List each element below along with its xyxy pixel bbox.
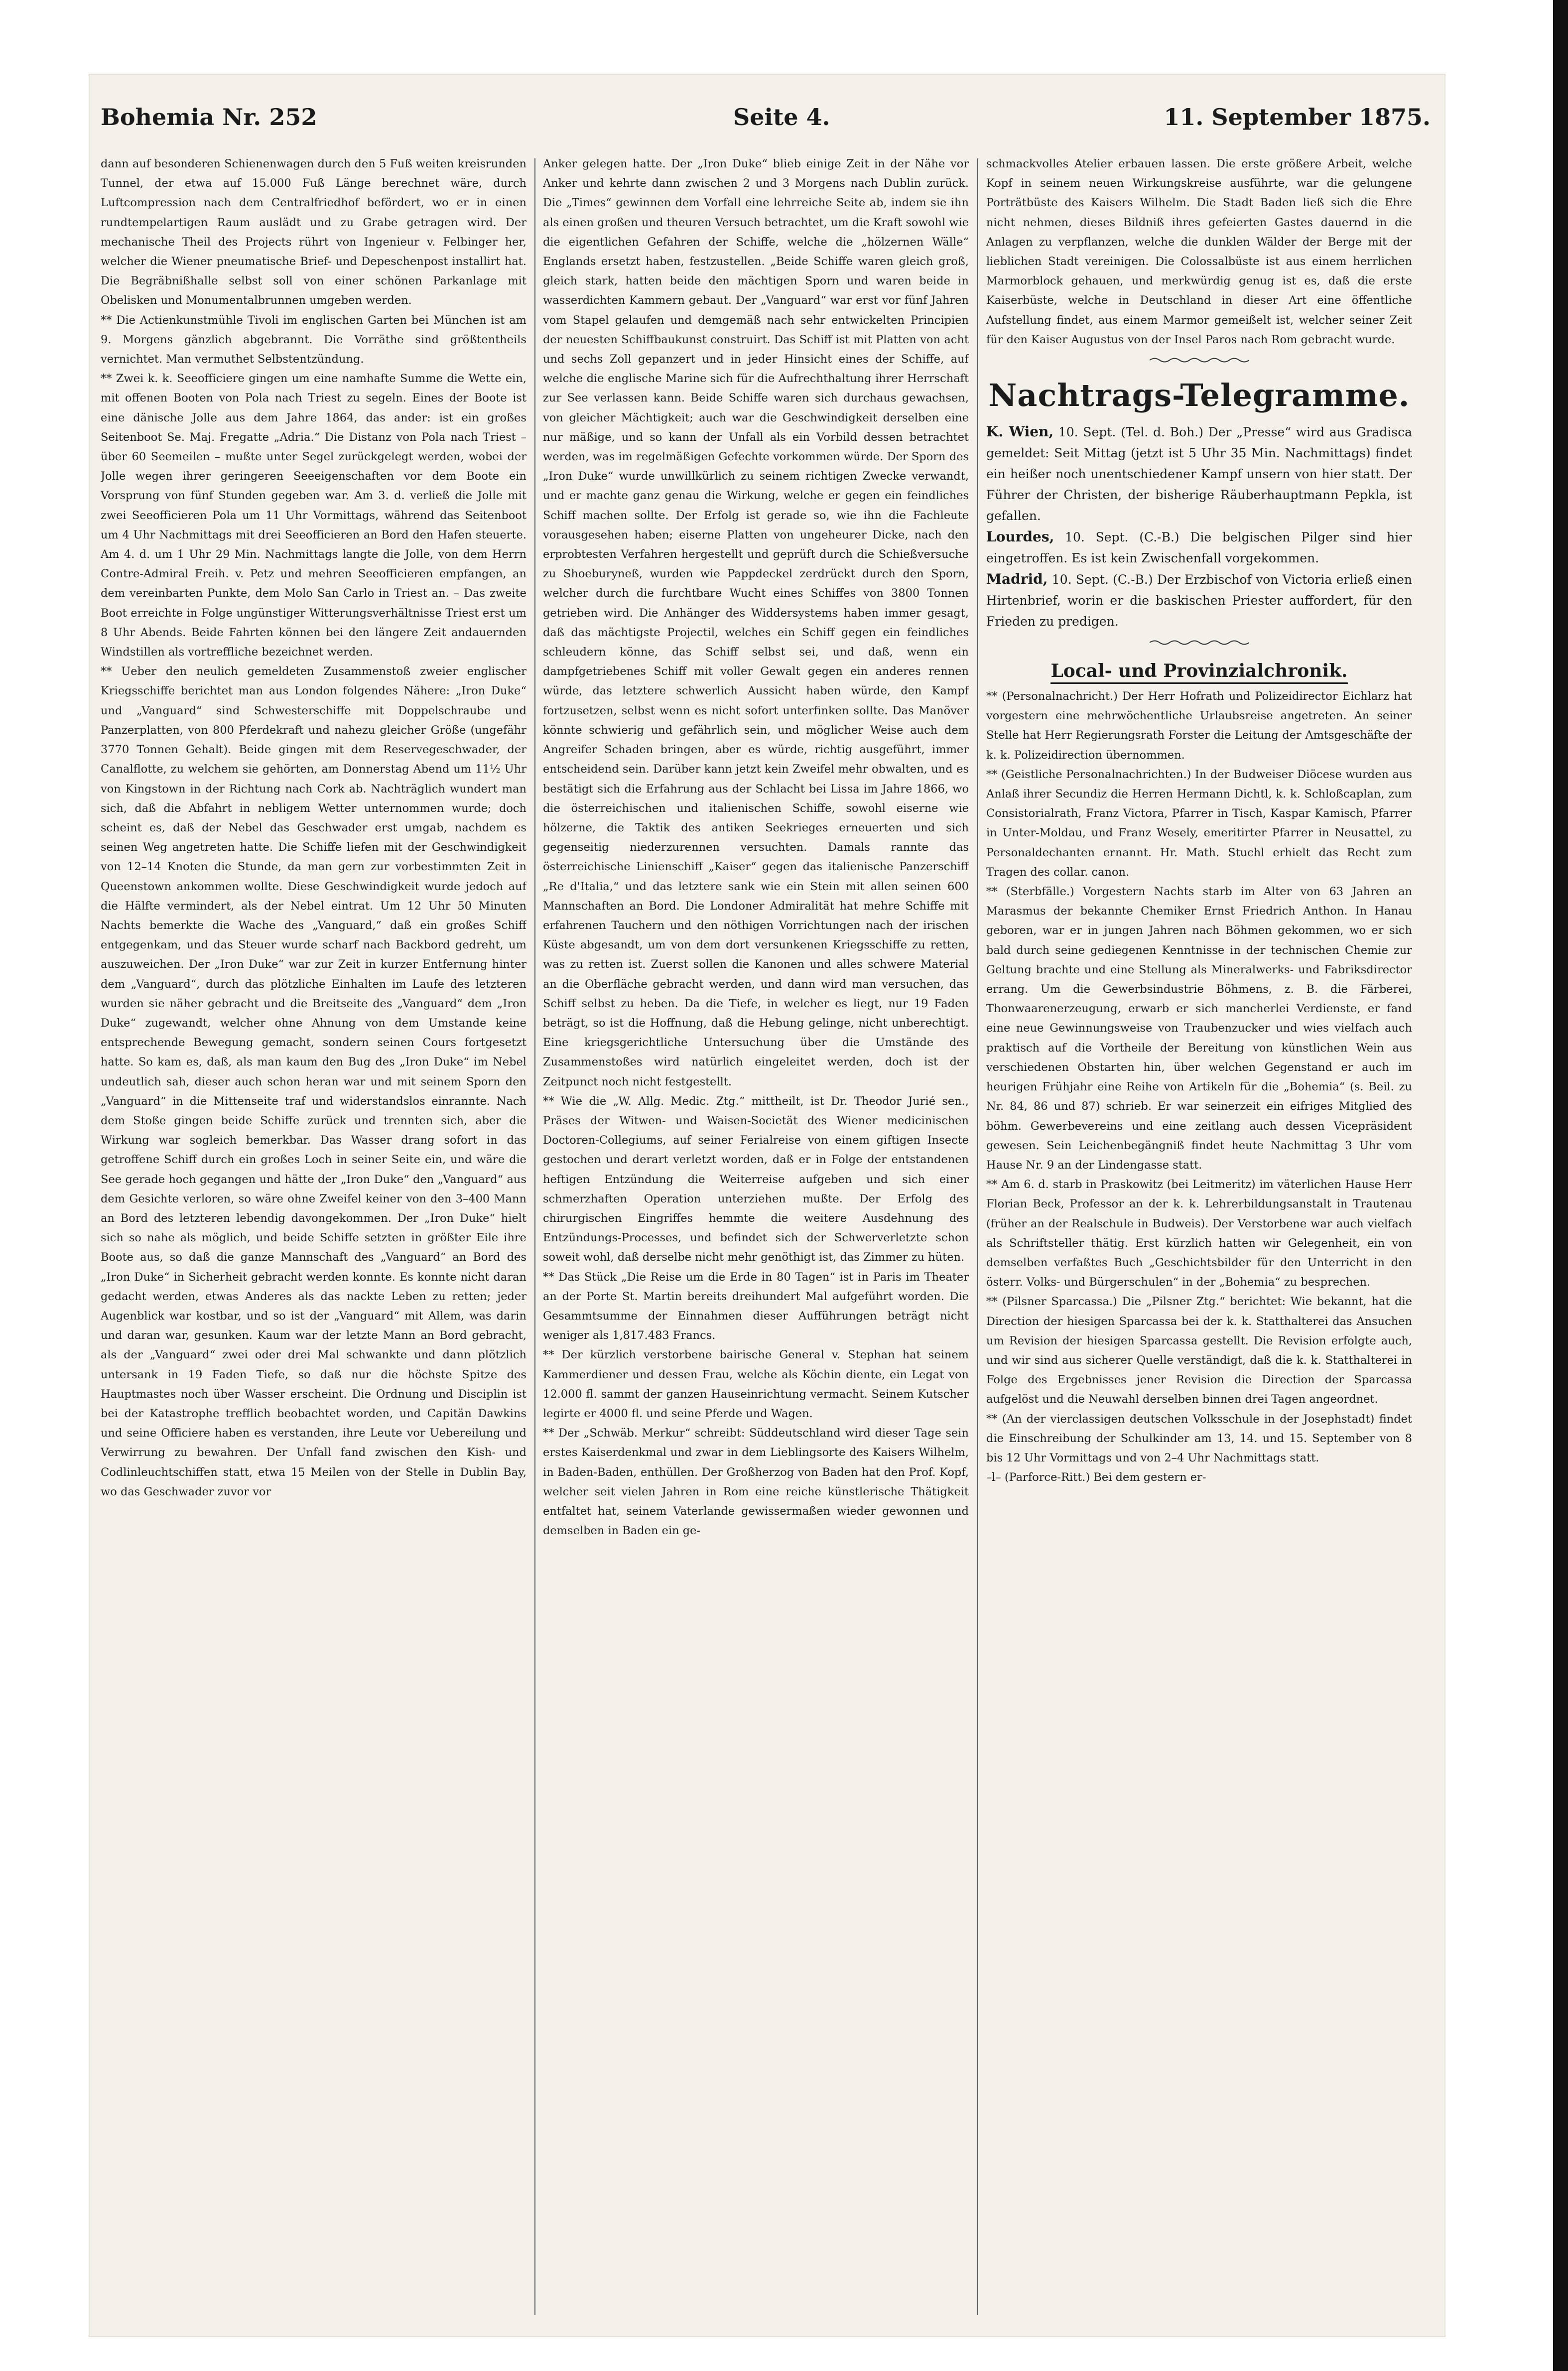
telegram-place: Madrid, [986,571,1048,588]
local-chronicle-title: Local- und Provinzialchronik. [1050,660,1347,684]
column-1 [101,154,526,2316]
column-rule [977,158,978,2315]
telegram-item [986,569,1412,632]
article-paragraph: ** (An der vierclassigen deutschen Volksschule in der Josephstadt) findet die Einschreibung der Schulkinder am 13, 14. und 15. September von 8 bis 12 Uhr Vormittags und von 2–4 Uhr Nachmittags statt. [986,1412,1412,1464]
article-paragraph: ** Am 6. d. starb in Praskowitz (bei Leitmeritz) im väterlichen Hause Herr Florian Beck, Professor an der k. k. Lehrerbildungsanstalt in Trautenau (früher an der Realschule in Budweis). Der Verstorbene war auch vielfach als Schriftsteller thätig. Erst kürzlich hatten wir Gelegenheit, ein von demselben verfaßtes Buch „Geschichtsbilder für den Unterricht in den österr. Volks- und Bürgerschulen“ in der „Bohemia“ zu besprechen. [986,1178,1412,1289]
article-paragraph: ** Ueber den neulich gemeldeten Zusammenstoß zweier englischer Kriegsschiffe berichtet man aus London folgendes Nähere: „Iron Duke“ und „Vanguard“ sind Schwesterschiffe mit Doppelschraube und Panzerplatten, von 800 Pferdekraft und nahezu gleicher Größe (ungefähr 3770 Tonnen Gehalt). Beide gingen mit dem Reservegeschwader, der Canalflotte, zu welchem sie gehörten, am Donnerstag Abend um 11½ Uhr von Kingstown in der Richtung nach Cork ab. Nachträglich wundert man sich, daß die Abfahrt in nebligem Wetter unternommen wurde; doch scheint es, daß der Nebel das Geschwader erst umgab, nachdem es seinen Weg angetreten hatte. Die Schiffe liefen mit der Geschwindigkeit von 12–14 Knoten die Stunde, da man gern zur vorbestimmten Zeit in Queenstown ankommen wollte. Diese Geschwindigkeit wurde jedoch auf die Hälfte vermindert, als der Nebel eintrat. Um 12 Uhr 50 Minuten Nachts bemerkte die Wache des „Vanguard,“ daß ein großes Schiff entgegenkam, und das Steuer wurde scharf nach Backbord gedreht, um auszuweichen. Der „Iron Duke“ war zur Zeit in kurzer Entfernung hinter dem „Vanguard“, durch das plötzliche Einhalten im Laufe des letzteren wurden sie näher gebracht und die Breitseite des „Vanguard“ dem „Iron Duke“ zugewandt, welcher ohne Ahnung von dem Umstande keine entsprechende Bewegung gemacht, sondern seinen Cours fortgesetzt hatte. So kam es, daß, als man kaum den Bug des „Iron Duke“ im Nebel undeutlich sah, dieser auch schon heran war und mit seinem Sporn den „Vanguard“ in die Mittenseite traf und widerstandslos einrannte. Nach dem Stoße gingen beide Schiffe zurück und trennten sich, aber die Wirkung war sogleich bemerkbar. Das Wasser drang sofort in das getroffene Schiff durch ein großes Loch in seiner Seite ein, und wäre die See gerade hoch gegangen und hätte der „Iron Duke“ den „Vanguard“ aus dem Gesichte verloren, so wäre ohne Zweifel keiner von den 3–400 Mann an Bord des letzteren lebendig davongekommen. Der „Iron Duke“ hielt sich so nahe als möglich, und beide Schiffe setzten in größter Eile ihre Boote aus, so daß die ganze Mannschaft des „Vanguard“ an Bord des „Iron Duke“ in Sicherheit gebracht werden konnte. Es konnte nicht daran gedacht werden, etwas Anderes als das nackte Leben zu retten; jeder Augenblick war kostbar, und so ist der „Vanguard“ mit Allem, was darin und daran war, gesunken. Kaum war der letzte Mann an Bord gebracht, als der „Vanguard“ zwei oder drei Mal schwankte und dann plötzlich untersank in 19 Faden Tiefe, so daß nur die höchste Spitze des Hauptmastes noch über Wasser erscheint. Die Ordnung und Disciplin ist bei der Katastrophe trefflich beobachtet worden, und Capitän Dawkins und seine Officiere haben es verstanden, ihre Leute vor Uebereilung und Verwirrung zu bewahren. Der Unfall fand zwischen den Kish- und Codlinleuchtschiffen statt, etwa 15 Meilen von der Stelle in Dublin Bay, wo das Geschwader zuvor vor [101,665,526,1498]
telegram-item [986,527,1412,569]
article-paragraph: –l– (Parforce-Ritt.) Bei dem gestern er- [986,1471,1206,1484]
page-number: Seite 4. [733,104,830,131]
article-paragraph: ** Das Stück „Die Reise um die Erde in 80 Tagen“ ist in Paris im Theater an der Porte St. Martin bereits dreihundert Mal aufgeführt worden. Die Gesammtsumme der Einnahmen dieser Aufführungen beträgt nicht weniger als 1,817.483 Francs. [543,1270,969,1342]
issue-date: 11. September 1875. [1164,104,1431,131]
article-paragraph: ** (Pilsner Sparcassa.) Die „Pilsner Ztg.“ berichtet: Wie bekannt, hat die Direction der hiesigen Sparcassa bei der k. k. Statthalterei das Ansuchen um Revision der hiesigen Sparcassa gestellt. Die Revision erfolgte auch, und wir sind aus sicherer Quelle verständigt, daß die k. k. Statthalterei in Folge des Ergebnisses jener Revision die Direction der Sparcassa aufgelöst und die Neuwahl derselben binnen drei Tagen angeordnet. [986,1295,1412,1406]
column-3 [986,154,1412,2316]
article-paragraph: ** (Personalnachricht.) Der Herr Hofrath und Polizeidirector Eichlarz hat vorgestern eine mehrwöchentliche Urlaubsreise angetreten. An seiner Stelle hat Herr Regierungsrath Forster die Leitung der Amtsgeschäfte der k. k. Polizeidirection übernommen. [986,690,1412,762]
telegrams-heading: Nachtrags-Telegramme. [988,377,1410,414]
issue-number: Bohemia Nr. 252 [101,104,317,131]
column-2 [543,154,969,2316]
article-paragraph: schmackvolles Atelier erbauen lassen. Die erste größere Arbeit, welche Kopf in seinem neuen Wirkungskreise ausführte, war die gelungene Porträtbüste des Kaisers Wilhelm. Die Stadt Baden ließ sich die Ehre nicht nehmen, dieses Bildniß ihres gefeierten Gastes dauernd in die Anlagen zu verpflanzen, welche die dunklen Wälder der Berge mit der lieblichen Stadt vereinigen. Die Colossalbüste ist aus einem herrlichen Marmorblock gehauen, und merkwürdig genug ist es, daß die erste Kaiserbüste, welche in Deutschland in dieser Art eine öffentliche Aufstellung findet, aus einem Marmor gemeißelt ist, welcher seiner Zeit für den Kaiser Augustus von der Insel Paros nach Rom gebracht wurde. [986,157,1412,346]
telegram-place: K. Wien, [986,423,1054,440]
column-rule [534,158,535,2315]
article-paragraph: ** Zwei k. k. Seeofficiere gingen um eine namhafte Summe die Wette ein, mit offenen Booten von Pola nach Triest zu segeln. Eines der Boote ist eine dänische Jolle aus dem Jahre 1864, das ander: ist ein großes Seitenboot Se. Maj. Fregatte „Adria.“ Die Distanz von Pola nach Triest – über 60 Seemeilen – mußte unter Segel zurückgelegt werden, wobei der Jolle wegen ihrer geringeren Seeeigenschaften vor dem Boote ein Vorsprung von fünf Stunden gegeben war. Am 3. d. verließ die Jolle mit zwei Seeofficieren Pola um 11 Uhr Vormittags, während das Seitenboot um 4 Uhr Nachmittags mit drei Seeofficieren an Bord den Hafen steuerte. Am 4. d. um 1 Uhr 29 Min. Nachmittags langte die Jolle, von dem Herrn Contre-Admiral Freih. v. Petz und mehren Seeofficieren empfangen, an dem vereinbarten Punkte, dem Molo San Carlo in Triest an. – Das zweite Boot erreichte in Folge ungünstiger Witterungsverhältnisse Triest erst um 8 Uhr Abends. Beide Fahrten können bei den längere Zeit andauernden Windstillen als vortreffliche bezeichnet werden. [101,372,526,659]
article-paragraph: ** (Geistliche Personalnachrichten.) In der Budweiser Diöcese wurden aus Anlaß ihrer Secundiz die Herren Hermann Dichtl, k. k. Schloßcaplan, zum Consistorialrath, Franz Victora, Pfarrer in Tisch, Kaspar Kamisch, Pfarrer in Unter-Moldau, und Franz Wesely, emeritirter Pfarrer in Neusattel, zu Personaldechanten ernannt. Hr. Math. Stuchl erhielt das Recht zum Tragen des collar. canon. [986,768,1412,879]
article-paragraph: ** Der kürzlich verstorbene bairische General v. Stephan hat seinem Kammerdiener und dessen Frau, welche als Köchin diente, ein Legat von 12.000 fl. sammt der ganzen Hauseinrichtung vermacht. Seinem Kutscher legirte er 4000 fl. und seine Pferde und Wagen. [543,1348,969,1420]
telegram-text: 10. Sept. (Tel. d. Boh.) Der „Presse“ wird aus Gradisca gemeldet: Seit Mittag (jetzt ist 5 Uhr 35 Min. Nachmittags) findet ein heißer noch unentschiedener Kampf unsern von hier statt. Der Führer der Christen, der bisherige Räuberhauptmann Pepkla, ist gefallen. [986,425,1412,524]
page-header [101,104,1436,148]
article-paragraph: Anker gelegen hatte. Der „Iron Duke“ blieb einige Zeit in der Nähe vor Anker und kehrte dann zwischen 2 und 3 Morgens nach Dublin zurück. Die „Times“ gewinnen dem Vorfall eine lehrreiche Seite ab, indem sie ihn als einen großen und theuren Versuch betrachtet, um die Kraft sowohl wie die eigentlichen Gefahren der Schiffe, welche die „hölzernen Wälle“ Englands ersetzt haben, festzustellen. „Beide Schiffe waren gleich groß, gleich stark, hatten beide den mächtigen Sporn und waren beide in wasserdichten Kammern gebaut. Der „Vanguard“ war erst vor fünf Jahren vom Stapel gelaufen und demgemäß nach sehr entwickelten Principien der neuesten Schiffbaukunst construirt. Das Schiff ist mit Platten von acht und sechs Zoll gepanzert und in jeder Hinsicht eines der Schiffe, auf welche die englische Marine sich für die Aufrechthaltung ihrer Herrschaft zur See verlassen kann. Beide Schiffe waren sich durchaus gewachsen, von gleicher Mächtigkeit; auch war die Geschwindigkeit derselben eine nur mäßige, und so kann der Unfall als ein Vorbild dessen betrachtet werden, was im regelmäßigen Gefechte vorkommen würde. Der Sporn des „Iron Duke“ wurde unwillkürlich zu seinem richtigen Zwecke verwandt, und er machte ganz genau die Wirkung, welche er gegen ein feindliches Schiff machen sollte. Der Erfolg ist gerade so, wie ihn die Fachleute vorausgesehen haben; eiserne Platten von ungeheurer Dicke, nach den erprobtesten Verfahren hergestellt und geprüft durch die Schießversuche zu Shoeburyneß, wurden wie Pappdeckel zerdrückt durch den Sporn, welcher durch die furchtbare Wucht eines Schiffes von 3800 Tonnen getrieben wird. Die Anhänger des Widdersystems haben immer gesagt, daß das mächtigste Projectil, welches ein Schiff gegen ein feindliches schleudern könne, das Schiff selbst sei, und daß, wenn ein dampfgetriebenes Schiff mit voller Gewalt gegen ein anderes rennen würde, das letztere schwerlich Aussicht haben würde, den Kampf fortzusetzen, selbst wenn es nicht sofort unterfinken sollte. Das Manöver könnte schwierig und gefährlich sein, und möglicher Weise auch dem Angreifer Schaden bringen, aber es würde, richtig ausgeführt, immer entscheidend sein. Darüber kann jetzt kein Zweifel mehr obwalten, und es bestätigt sich die Erfahrung aus der Schlacht bei Lissa im Jahre 1866, wo die österreichischen und italienischen Schiffe, sowohl eiserne wie hölzerne, die Taktik des antiken Seekrieges erneuerten und sich gegenseitig niederzurennen versuchten. Damals rannte das österreichische Linienschiff „Kaiser“ gegen das italienische Panzerschiff „Re d'Italia,“ und das letztere sank wie ein Stein mit allen seinen 600 Mannschaften an Bord. Die Londoner Admiralität hat mehre Schiffe mit erfahrenen Tauchern und den nöthigen Vorrichtungen nach der irischen Küste abgesandt, um von dem dort versunkenen Kriegsschiffe zu retten, was zu retten ist. Zuerst sollen die Kanonen und alles schwere Material an die Oberfläche gebracht werden, und dann wird man versuchen, das Schiff selbst zu heben. Da die Tiefe, in welcher es liegt, nur 19 Faden beträgt, so ist die Hoffnung, daß die Hebung gelinge, nicht unberechtigt. Eine kriegsgerichtliche Untersuchung über die Umstände des Zusammenstoßes wird natürlich eingeleitet werden, doch ist der Zeitpunct noch nicht festgestellt. [543,157,969,1088]
ornament-divider [1150,357,1249,364]
article-paragraph: ** (Sterbfälle.) Vorgestern Nachts starb im Alter von 63 Jahren an Marasmus der bekannte Chemiker Ernst Friedrich Anthon. In Hanau geboren, war er in jungen Jahren nach Böhmen gekommen, wo er sich bald durch seine gediegenen Kenntnisse in der technischen Chemie zur Geltung brachte und eine Stellung als Mineralwerks- und Fabriksdirector errang. Um die Gewerbsindustrie Böhmens, z. B. die Färberei, Thonwaarenerzeugung, erwarb er sich mancherlei Verdienste, er fand eine neue Gewinnungsweise von Traubenzucker und wies vielfach auch praktisch auf die Vortheile der Bereitung von künstlichen Wein aus verschiedenen Obstarten hin, über welchen Gegenstand er auch im heurigen Frühjahr eine Reihe von Artikeln für die „Bohemia“ (s. Beil. zu Nr. 84, 86 und 87) schrieb. Er war seinerzeit ein eifriges Mitglied des böhm. Gewerbevereins und eine zeitlang auch dessen Vicepräsident gewesen. Sein Leichenbegängniß findet heute Nachmittag 3 Uhr vom Hause Nr. 9 an der Lindengasse statt. [986,885,1412,1172]
article-paragraph: ** Wie die „W. Allg. Medic. Ztg.“ mittheilt, ist Dr. Theodor Jurié sen., Präses der Witwen- und Waisen-Societät des Wiener medicinischen Doctoren-Collegiums, auf seiner Ferialreise von einem giftigen Insecte gestochen und derart verletzt worden, daß er in Folge der entstandenen heftigen Entzündung die Weiterreise aufgeben und sich einer schmerzhaften Operation unterziehen mußte. Der Erfolg des chirurgischen Eingriffes hemmte die weitere Ausdehnung des Entzündungs-Processes, und befindet sich der Schwerverletzte schon soweit wohl, daß derselbe nicht mehr genöthigt ist, das Zimmer zu hüten. [543,1094,969,1264]
scan-edge [1553,0,1568,2371]
telegram-text: 10. Sept. (C.-B.) Die belgischen Pilger sind hier eingetroffen. Es ist kein Zwischenfall vorgekommen. [986,530,1412,566]
local-chronicle-heading [986,657,1412,685]
telegram-text: 10. Sept. (C.-B.) Der Erzbischof von Victoria erließ einen Hirtenbrief, worin er die baskischen Priester auffordert, für den Frieden zu predigen. [986,572,1412,629]
newspaper-page [90,75,1444,2336]
article-paragraph: ** Der „Schwäb. Merkur“ schreibt: Süddeutschland wird dieser Tage sein erstes Kaiserdenkmal und zwar in dem Lieblingsorte des Kaisers Wilhelm, in Baden-Baden, enthüllen. Der Großherzog von Baden hat den Prof. Kopf, welcher seit vielen Jahren in Rom eine reiche künstlerische Thätigkeit entfaltet hat, seinem Vaterlande gewissermaßen wieder gewonnen und demselben in Baden ein ge- [543,1427,969,1538]
article-paragraph: ** Die Actienkunstmühle Tivoli im englischen Garten bei München ist am 9. Morgens gänzlich abgebrannt. Die Vorräthe sind größtentheils vernichtet. Man vermuthet Selbstentzündung. [101,313,526,366]
telegram-item [986,421,1412,527]
ornament-divider [1150,639,1249,646]
telegram-place: Lourdes, [986,528,1054,545]
article-paragraph: dann auf besonderen Schienenwagen durch den 5 Fuß weiten kreisrunden Tunnel, der etwa auf 15.000 Fuß Länge berechnet wäre, durch Luftcompression nach dem Centralfriedhof befördert, wo er in einen rundtempelartigen Raum auslädt und zu Grabe getragen wird. Der mechanische Theil des Projects rührt von Ingenieur v. Felbinger her, welcher die Wiener pneumatische Brief- und Depeschenpost installirt hat. Die Begräbnißhalle selbst soll von einer schönen Parkanlage mit Obelisken und Monumentalbrunnen umgeben werden. [101,157,526,307]
